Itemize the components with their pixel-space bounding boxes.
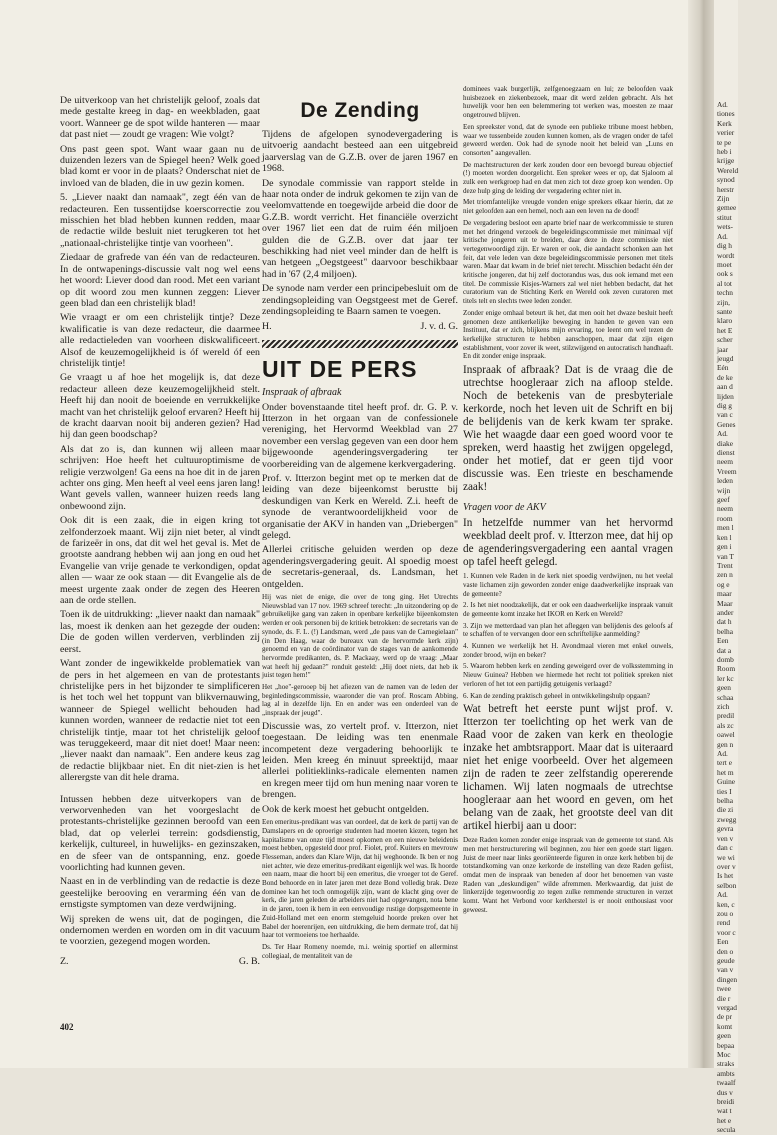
section-title-uit-de-pers: UIT DE PERS (262, 355, 418, 382)
paragraph: Discussie was, zo vertelt prof. v. Itterzon, niet toegestaan. De leiding was ten enenmale incompetent deze vergadering behoorlijk te leiden. Men kreeg én minuut spreektijd, maar allerlei politieklinks-radicale elementen namen en kregen meer tijd om hun mening naar voren te brengen. (262, 720, 458, 801)
paragraph: De uitverkoop van het christelijk geloof, zoals dat mede gestalte kreeg in dag- en weekbladen, gaat voort. Wanneer ge de spot wilde hanteren — maar dat past niet — zoudt ge vragen: Wie volgt? (60, 95, 260, 141)
paragraph: Prof. v. Itterzon begint met op te merken dat de leiding van deze bijeenkomst berustte bij deskundigen van Kerk en Wereld. Z.i. heeft de synode de verantwoordelijkheid voor de organisatie der AKV in handen van „Driebergen" gelegd. (262, 472, 458, 541)
paragraph: De synode nam verder een principebesluit om de zendingsopleiding van Oegstgeest met de Geref. zendingsopleiding te Baarn samen te voegen. (262, 283, 458, 318)
question-item: 5. Waarom hebben kerk en zending geweigerd over de volksstemming in Nieuw Guinea? Hebben we hiermede het recht tot politiek spreken niet verloren of het tot een partijdig getuigenis verlaagd? (463, 662, 673, 688)
signature-line (262, 321, 458, 332)
question-item: 4. Kunnen we werkelijk het H. Avondmaal vieren met enkel ouwels, zonder brood, wijn en beker? (463, 642, 673, 659)
paragraph: Ons past geen spot. Want waar gaan nu de duizenden lezers van de Spiegel heen? Welk goed blad komt er voor in de plaats? Onderschat niet de invloed van de bladen, die in uw gezin komen. (60, 143, 260, 189)
paragraph: Onder bovenstaande titel heeft prof. dr. G. P. v. Itterzon in het orgaan van de confessionele vereniging, het Hervormd Weekblad van 27 november een verslag gegeven van een door hem bijgewoonde agenderingsvergadering ter voorbereiding van de algemene kerkvergadering. (262, 401, 458, 470)
quote-paragraph: dominees vaak burgerlijk, zelfgenoegzaam en lui; ze beloofden vaak huisbezoek en ziekenbezoek, maar dit werd zelden gebracht. Als het huwelijk voor hen een belemmering tot werken was, moesten ze maar ongetrouwd blijven. (463, 85, 673, 120)
paragraph: In hetzelfde nummer van het hervormd weekblad deelt prof. v. Itterzon mee, dat hij op de agenderingsvergadering een aantal vragen op tafel heeft gelegd. (463, 517, 673, 569)
paragraph: Wat betreft het eerste punt wijst prof. v. Itterzon ter toelichting op het werk van de Raad voor de zaken van kerk en theologie inzake het ambtsrapport. Maar dat is uiteraard niet het enige voorbeeld. Over het algemeen zijn de raden te zeer zelfstandig opererende lichamen. Wij laten nogmaals de utrechtse hoogleraar aan het woord en geven, om het belang van de zaak, het grootste deel van dit artikel hierbij aan u door: (463, 703, 673, 833)
column-left (60, 95, 260, 975)
book-gutter (688, 0, 714, 1068)
question-item: 3. Zijn we metterdaad van plan het afleggen van belijdenis des geloofs af te schaffen of te vervangen door een schriftelijke aanmelding? (463, 621, 673, 639)
quote-paragraph: Zonder enige omhaal beteurt ik het, dat men ooit het dwaze besluit heeft genomen deze antikerkelijke beweging in handen te geven van een Instituut, dat er zich, blijkens mijn ervaring, toe leent om wel tezen de kerkelijke structuren te hebben aanschoppen, maar dat zijn eigen establishment, voor zover ik weet, stilzwijgend en autocratisch handhaaft. En dit zonder enige inspraak. (463, 308, 673, 361)
facing-page-text: Ad. tiones Kerk verier te pe heb i krijge Wereld synod herstr Zijn gemee stitut wets- Ad. dig h wordt moet ook s al tot techn zijn, sante klaro het E scher jaar jeugd Eén de ke aan d lijden dig g van c Genes Ad. diake dienst neem Vreem leden wijn geef neem room men l ken l gen i van T Trent zen n og e maar Maar ander dat h belha Een dat a domb Room ler kc geen schaa zich predil als zc oawel gen n Ad. tert e het m Guine ties I belha die zi zwegg gevra ven v dan c we wi over v Is het selbon Ad. ken, c zou o rend voor c Een den o geude van v dingen twee die r vergad de pr komt geen bepaa Moc straks ambts twaalf dus v breidi wat t het e secula (717, 100, 739, 1135)
quote-paragraph: Ds. Ter Haar Romeny noemde, m.i. weinig sportief en allerminst collegiaal, de mentaliteit van de (262, 942, 458, 960)
quote-paragraph: Een spreekster vond, dat de synode een publieke tribune moest hebben, waar we tussenbeide zouden kunnen komen, als de vragen onder de tafel geweerd werden. Ook had de synode nooit het beleid van „Luns en consorten" aangevallen. (463, 122, 673, 157)
paragraph: De synodale commissie van rapport stelde in haar nota onder de indruk gekomen te zijn van de veelomvattende en toegewijde arbeid die door de G.Z.B. wordt verricht. Het financiële overzicht over 1967 liet een dat de ruim één miljoen gulden die de G.Z.B. over dat jaar ter beschikking had niet veel minder dan de helft is van hetgeen „Oegstgeest" daarvoor beschikbaar had in '67 (2,4 miljoen). (262, 177, 458, 280)
paragraph: Wie vraagt er om een christelijk tintje? Deze kwalificatie is van deze redacteur, die daarmee alle redactieleden van voorheen diskwalificeert. Alsof de keuzemogelijkheid is óf wereld óf een christelijk tintje! (60, 312, 260, 369)
quote-paragraph: Hij was niet de enige, die over de tong ging. Het Utrechts Nieuwsblad van 17 nov. 1969 schreef terecht: „In uitzondering op de gebruikelijke gang van zaken in openbare kerkelijke bijeenkomsten werden er ook personen bij de kritiek betrokken: de secretaris van de synode, ds. F. L. (!) Landsman, werd „de paus van de Carnegielaan" (in Den Haag, waar de bureaux van de hervormde kerk zijn) genoemd en van de coördinator van de stages van de aankomende hervormde predikanten, ds. P. Mackaay, werd op de vraag: „Maar wat heeft hij gedaan?" ronduit gesteld: „Hij doet niets, dat heb ik juist tegen hem!" (262, 593, 458, 680)
article-subtitle: Inspraak of afbraak (262, 386, 342, 398)
quote-paragraph: De vergadering besloot een aparte brief naar de werkcommissie te sturen met het dringend verzoek de begeleidingscommissie met minimaal vijf kritische jongeren uit te breiden, daar deze in deze commissie niet vertegenwoordigd zijn. Er waren er ook, die aandacht schonken aan het feit, dat vele leden van deze begeleidingscommissie personen met titels waren. Maar dat kwam in de brief niet terecht. Misschien bedacht één der kritische jongeren, dat hij zelf doctorandus was, dus ook iemand met een titel. De commissie Kisjes-Warners zal wel niet hebben bedacht, dat het curatorium van de Stichting Kerk en Wereld ook zeven curatoren met titels telt en slechts twee leden zonder. (463, 218, 673, 306)
paragraph: Ook dit is een zaak, die in eigen kring tot zelfonderzoek maant. Wij zijn niet beter, al vindt de farizeër in ons, dat dit wel het geval is. Met de grootste aandrang hebben wij aan jong en oud het Evangelie van vrije genade te verkondigen, opdat allen — waar ze ook staan — dit Evangelie als de meest urgente zaak onder de zegen des Heeren aan de orde stellen. (60, 515, 260, 607)
paragraph: Ge vraagt u af hoe het mogelijk is, dat deze redacteur alleen deze keuzemogelijkheid stelt. Heeft hij dan nooit de boeiende en verrukkelijke macht van het christelijk geloof ervaren? Heeft hij de kracht daarvan nooit bij anderen gezien? Had hij dan geen boodschap? (60, 372, 260, 441)
section-title-zending: De Zending (300, 99, 420, 122)
signature-initial: Z. (60, 955, 69, 967)
paragraph: Inspraak of afbraak? Dat is de vraag die de utrechtse hoogleraar zich na afloop stelde. Noch de betekenis van de presbyteriale kerkorde, noch het leven uit de Schrift en bij de belijdenis van de kerk kwam ter sprake. Wie het waagde daar een goed woord voor te spreken, werd haastig het zwijgen opgelegd, onder het motief, dat er geen tijd voor discussie was. Een trieste en beschamende zaak! (463, 364, 673, 494)
facing-page-edge (714, 0, 739, 1135)
paragraph: Intussen hebben deze uitverkopers van de verworvenheden van het voorgeslacht de protestants-christelijke gezinnen beroofd van een blad, dat op velerlei terrein: godsdienstig, kerkelijk, cultureel, in huwelijks- en gezinszaken, en de sfeer van de ontspanning, enz. goede voorlichting had kunnen geven. (60, 793, 260, 873)
column-middle (262, 95, 458, 963)
paragraph: 5. „Liever naakt dan namaak", zegt één van de redacteuren. Een tussentijdse koerscorrectie zou misschien het blad hebben kunnen redden, maar de redactie wilde besluit niet terugkeren tot het „nationaal-christelijke tintje van voorheen". (60, 192, 260, 249)
question-item: 1. Kunnen vele Raden in de kerk niet spoedig verdwijnen, nu het veelal vaste lichamen zijn geworden zonder enige daadwerkelijke inspraak van de gemeente? (463, 572, 673, 598)
question-item: 2. Is het niet noodzakelijk, dat er ook een daadwerkelijke inspraak vanuit de gemeente komt inzake het IKOR en Kerk en Wereld? (463, 601, 673, 618)
paragraph: Ook de kerk moest het gebucht ontgelden. (262, 803, 430, 815)
quote-paragraph: De machtstructuren der kerk zouden door een bevoegd bureau objectief (!) moeten worden doorgelicht. Een spreker wees er op, dat Sjaloom al zulk een werkgroep had en dat men zich tot deze groep kon wenden. Op deze hulp ging de leiding der vergadering echter niet in. (463, 160, 673, 195)
paragraph: Naast en in de verblinding van de redactie is deze geestelijke berooving en verarming één van de ernstigste symptomen van deze verdwijning. (60, 876, 260, 911)
paragraph: Toen ik de uitdrukking: „liever naakt dan namaak" las, moest ik denken aan het gezegde der ouden: Die de goden willen verderven, verblinden zij eerst. (60, 609, 260, 655)
paragraph: Wij spreken de wens uit, dat de pogingen, die ondernomen werden en worden om in dit vacuum te voorzien, gezegend mogen worden. (60, 913, 260, 948)
section-divider (262, 340, 458, 348)
paragraph: Tijdens de afgelopen synodevergadering is uitvoerig aandacht besteed aan een uitgebreid jaarverslag van de G.Z.B. over de jaren 1967 en 1968. (262, 129, 458, 175)
column-right (463, 85, 673, 918)
question-item: 6. Kan de zending praktisch geheel in ontwikkelingshulp opgaan? (463, 691, 650, 700)
paragraph: Als dat zo is, dan kunnen wij alleen maar schrijven: Hoe heeft het cultuuroptimisme de religie verzwolgen! Ga eens na hoe dit in de jaren achter ons ging. Men heeft al veel eens jaren lang! Want gevels vallen, wanneer huizen reeds lang onbewoond zijn. (60, 443, 260, 512)
quote-paragraph: Deze Raden komen zonder enige inspraak van de gemeente tot stand. Als men met herstructurering wil beginnen, zou hier een goede start liggen. Juist de meer naar links georiënteerde figuren in onze kerk hebben bij de totstandkoming van onze kerkorde de instelling van deze Raden gefiist, omdat men de inspraak van beneden af door het benoemen van vaste Raden van „deskundigen" wilde afremmen. Merkwaardig, dat juist de linkerzijde tegenwoordig zo tegen zulke remmende structuren in verzet komt. Want het Verbond voor kerkherstel is er nooit enthousiast voor geweest. (463, 836, 673, 914)
signature-initial: H. (262, 320, 272, 332)
quote-paragraph: Een emeritus-predikant was van oordeel, dat de kerk de partij van de Damslapers en de oproerige studenten had moeten kiezen, tegen het kapitalisme van onze tijd moest opkomen en een nieuwe beleidenis moest hebben, opgesteld door prof. Fiolet, prof. Kuiters en mevrouw Flesseman, anders dan Klare Wijn, dat hij weghoonde. Ik ben er nog niet achter, wie deze emeritus-predikant eigenlijk wel was. Ik hoorde een naam, maar die hoort bij een emeritus, die vroeger tot de Geref. Bond behoorde en in later jaren met deze Bond volledig brak. Deze dominee kan het toch onmogelijk zijn, want de klacht ging over de kerk, die jaren geleden de arbeiders niet had opgevangen, nota bene in de jaren, toen ik hem in een eenvoudige rustige dorpsgemeente in Zuid-Holland met een enorm stemgeluid hoorde preken over het Babel der hoerenrijen, een uitdrukking, die hem dermate trof, dat hij haar tot vermoeiens toe herhaalde. (262, 818, 458, 940)
quote-paragraph: Het „hoe"-gerooep bij het afiezen van de namen van de leden der beginledingscommissie, waaronder die van prof. Roscam Abbing, lag al in dezelfde lijn. En en ander was een onderdeel van de „inspraak der jeugd". (262, 683, 458, 718)
signature-line (60, 956, 260, 967)
paragraph: Ziedaar de grafrede van één van de redacteuren. In de ontwapenings-discussie valt nog wel eens het woord: Liever dood dan rood. Met een variant op dit woord zou men kunnen zeggen: Liever geen blad dan een christelijk blad! (60, 252, 260, 309)
page-number: 402 (60, 1022, 74, 1032)
signature-author: G. B. (238, 955, 260, 967)
paragraph: Allerlei critische geluiden werden op deze agenderingsvergadering geuit. Al spoedig moest de secretaris-generaal, ds. Landsman, het ontgelden. (262, 544, 458, 590)
signature-author: J. v. d. G. (420, 320, 458, 332)
quote-paragraph: Met triomfantelijke vreugde vonden enige sprekers elkaar hierin, dat ze niet geloofden aan een hemel, noch aan een leven na de dood! (463, 198, 673, 216)
article-subtitle: Vragen voor de AKV (463, 502, 546, 514)
paragraph: Want zonder de ingewikkelde problematiek van de pers in het algemeen en van de protestants christelijke pers in het bijzonder te simplificeren is het toch wel het toppunt van blikvernauwing, wanneer de Spiegel wellicht behouden had kunnen worden, wanneer de redactie niet tot een christelijk tintje, maar tot het christelijk geloof was teruggekeerd, maar dit niet doet! Maar neen: „liever naakt dan namaak". Een andere keus zag de redactie blijkbaar niet. En dit niet-zien is het allerergste van dit hele drama. (60, 658, 260, 784)
